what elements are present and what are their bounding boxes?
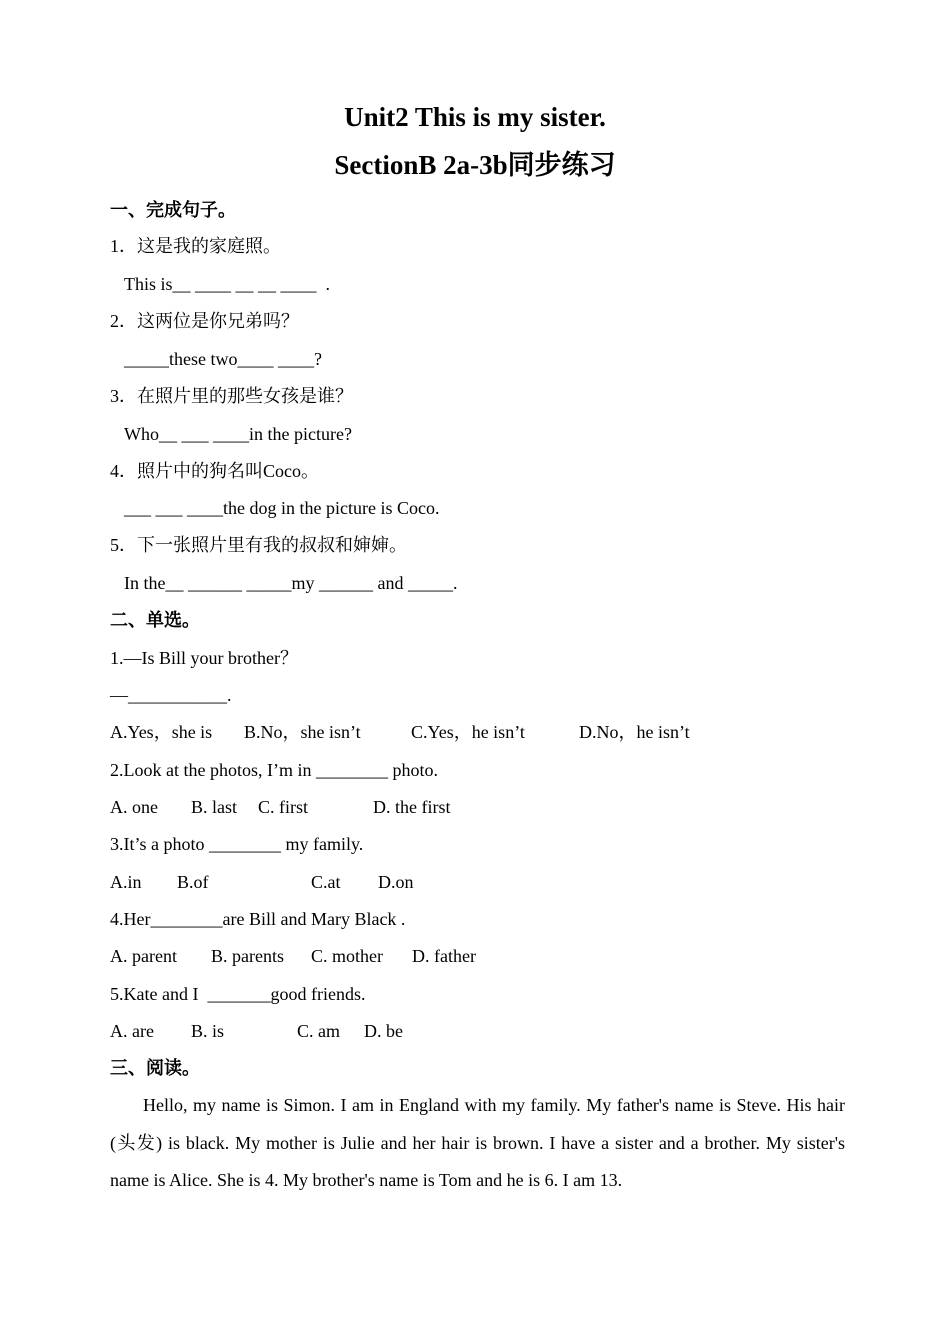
mc-2-option-c: C. first xyxy=(258,797,309,817)
question-1-chinese: 1．这是我的家庭照。 xyxy=(110,236,281,256)
mc-1-option-d: D.No，he isn’t xyxy=(579,722,690,742)
page-title: Unit2 This is my sister. xyxy=(344,102,606,132)
mc-3-option-a: A.in xyxy=(110,872,142,892)
question-5-english: In the__ ______ _____my ______ and _____. xyxy=(124,573,458,593)
mc-1-option-b: B.No，she isn’t xyxy=(244,722,361,742)
mc-5-option-d: D. be xyxy=(364,1021,403,1041)
mc-4-option-d: D. father xyxy=(412,946,476,966)
mc-5-stem: 5.Kate and I _______good friends. xyxy=(110,984,366,1004)
mc-1-option-a: A.Yes，she is xyxy=(110,722,213,742)
mc-1-stem: 1.—Is Bill your brother？ xyxy=(110,648,298,668)
mc-4-option-a: A. parent xyxy=(110,946,177,966)
section-heading-complete-sentences: 一、完成句子。 xyxy=(110,200,236,220)
question-4-chinese: 4．照片中的狗名叫Coco。 xyxy=(110,461,319,481)
mc-5-option-a: A. are xyxy=(110,1021,154,1041)
mc-4-stem: 4.Her________are Bill and Mary Black . xyxy=(110,909,406,929)
mc-4-option-c: C. mother xyxy=(311,946,383,966)
mc-2-option-a: A. one xyxy=(110,797,158,817)
mc-1-answer-line: —___________. xyxy=(110,685,232,705)
question-3-chinese: 3．在照片里的那些女孩是谁？ xyxy=(110,386,353,406)
mc-3-stem: 3.It’s a photo ________ my family. xyxy=(110,834,364,854)
reading-passage: Hello, my name is Simon. I am in England with my family. My father's name is Steve. His hair (头发) is black. My mother is Julie and her hair is brown. I have a sister and a brother. My sister's name is Alice. She is 4. My brother's name is Tom and he is 6. I am 13. xyxy=(110,1095,845,1190)
mc-2-option-d: D. the first xyxy=(373,797,451,817)
mc-5-option-c: C. am xyxy=(297,1021,340,1041)
mc-3-option-c: C.at xyxy=(311,872,341,892)
mc-5-option-b: B. is xyxy=(191,1021,225,1041)
mc-1-option-c: C.Yes，he isn’t xyxy=(411,722,525,742)
question-2-english: _____these two____ ____? xyxy=(124,349,322,369)
mc-2-option-b: B. last xyxy=(191,797,238,817)
section-heading-reading: 三、阅读。 xyxy=(110,1058,200,1078)
question-5-chinese: 5．下一张照片里有我的叔叔和婶婶。 xyxy=(110,535,407,555)
question-4-english: ___ ___ ____the dog in the picture is Coco. xyxy=(124,498,440,518)
question-1-english: This is__ ____ __ __ ____ . xyxy=(124,274,331,294)
section-heading-multiple-choice: 二、单选。 xyxy=(110,610,200,630)
mc-2-stem: 2.Look at the photos, I’m in ________ photo. xyxy=(110,760,438,780)
mc-3-option-b: B.of xyxy=(177,872,209,892)
page-subtitle: SectionB 2a-3b同步练习 xyxy=(334,150,616,180)
question-3-english: Who__ ___ ____in the picture? xyxy=(124,424,352,444)
mc-4-option-b: B. parents xyxy=(211,946,284,966)
question-2-chinese: 2．这两位是你兄弟吗？ xyxy=(110,311,299,331)
mc-3-option-d: D.on xyxy=(378,872,414,892)
